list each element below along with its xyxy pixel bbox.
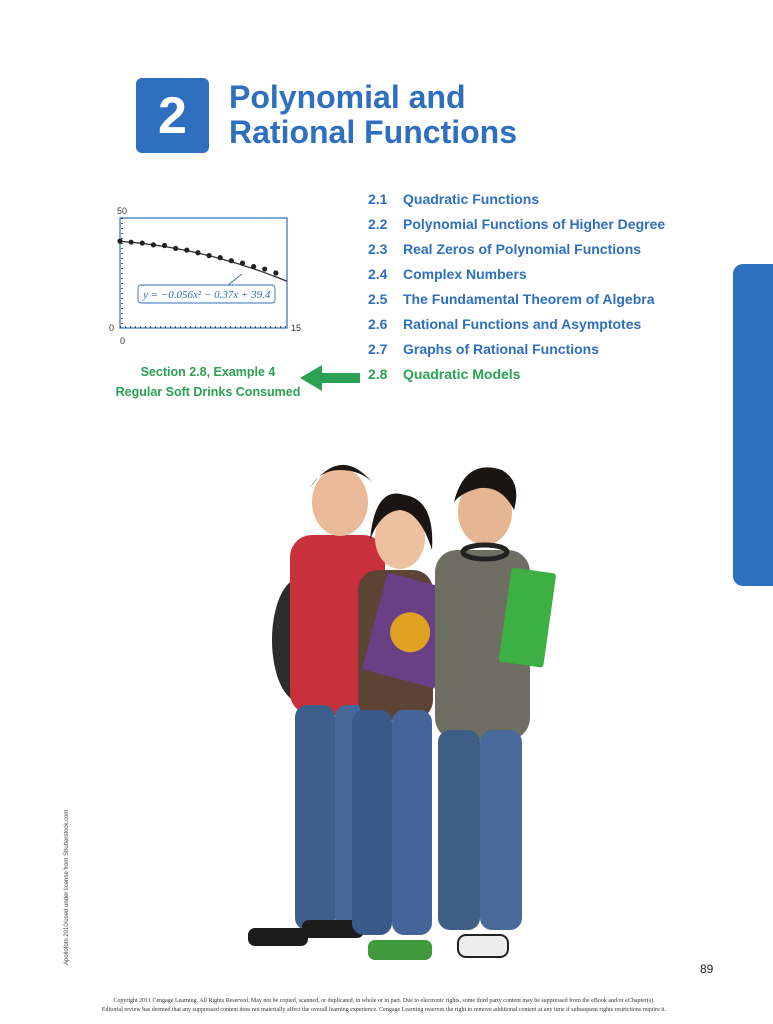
contents-item [368,291,698,316]
data-point [140,240,145,245]
contents-item-number: 2.6 [368,316,388,332]
caption-description: Regular Soft Drinks Consumed [115,385,301,399]
data-point [195,250,200,255]
chapter-title [229,80,609,150]
data-point [251,264,256,269]
photo-credit: Apollofoto 2010/used under license from Shutterstock.com [64,809,70,965]
data-point [262,266,267,271]
y-max-tick-label: 50 [117,206,128,216]
data-point [229,258,234,263]
page-number: 89 [700,962,714,976]
student-right-figure [435,467,556,957]
chart-caption [110,362,306,402]
y-min-tick-label: 0 [120,336,126,346]
data-point [162,243,167,248]
chapter-number-badge: 2 [136,78,209,153]
x-min-tick-label: 0 [109,323,115,333]
chapter-title-line2: Rational Functions [229,114,517,150]
contents-item-number: 2.7 [368,341,388,357]
data-point [117,239,122,244]
contents-item [368,366,698,391]
contents-item-title: Quadratic Functions [403,191,540,207]
data-point [151,242,156,247]
chapter-contents-list [368,191,698,391]
copyright-line-2: Editorial review has deemed that any suppressed content does not materially affect the overall learning experience. Cengage Learning reserves the right to remove additional content at any time if subsequent rights restrictions require it. [101,1007,667,1013]
contents-item-number: 2.4 [368,266,388,282]
x-max-tick-label: 15 [291,323,302,333]
equation-label: y = −0.056x² − 0.37x + 39.4 [143,289,271,301]
contents-item [368,316,698,341]
arrow-left-icon [300,364,362,392]
contents-item-number: 2.3 [368,241,388,257]
contents-item [368,266,698,291]
data-point [173,246,178,251]
scatter-chart [100,200,300,350]
copyright-line-1: Copyright 2011 Cengage Learning. All Rights Reserved. May not be copied, scanned, or duplicated, in whole or in part. Due to electronic rights, some third party content may be suppressed from the eBook and/or eChapter(s). [113,998,655,1004]
contents-item [368,341,698,366]
copyright-notice [40,997,728,1015]
contents-item-title: Real Zeros of Polynomial Functions [403,241,642,257]
data-point [184,248,189,253]
contents-item-title: Polynomial Functions of Higher Degree [403,216,666,232]
contents-item-number: 2.8 [368,366,388,382]
contents-item-number: 2.2 [368,216,388,232]
contents-item-number: 2.1 [368,191,388,207]
chapter-title-line1: Polynomial and [229,79,466,115]
contents-item-title: Graphs of Rational Functions [403,341,600,357]
contents-item [368,216,698,241]
data-point [129,240,134,245]
data-point [240,261,245,266]
chapter-side-tab [733,264,773,586]
data-point [218,255,223,260]
students-photo [240,440,580,970]
contents-item-number: 2.5 [368,291,388,307]
contents-item [368,191,698,216]
data-point [273,270,278,275]
contents-item-title: Complex Numbers [403,266,527,282]
caption-section-ref: Section 2.8, Example 4 [140,365,276,379]
plot-frame [120,218,287,328]
data-point [206,253,211,258]
contents-item-title: Rational Functions and Asymptotes [403,316,642,332]
contents-item-title: Quadratic Models [403,366,521,382]
contents-item [368,241,698,266]
contents-item-title: The Fundamental Theorem of Algebra [403,291,655,307]
